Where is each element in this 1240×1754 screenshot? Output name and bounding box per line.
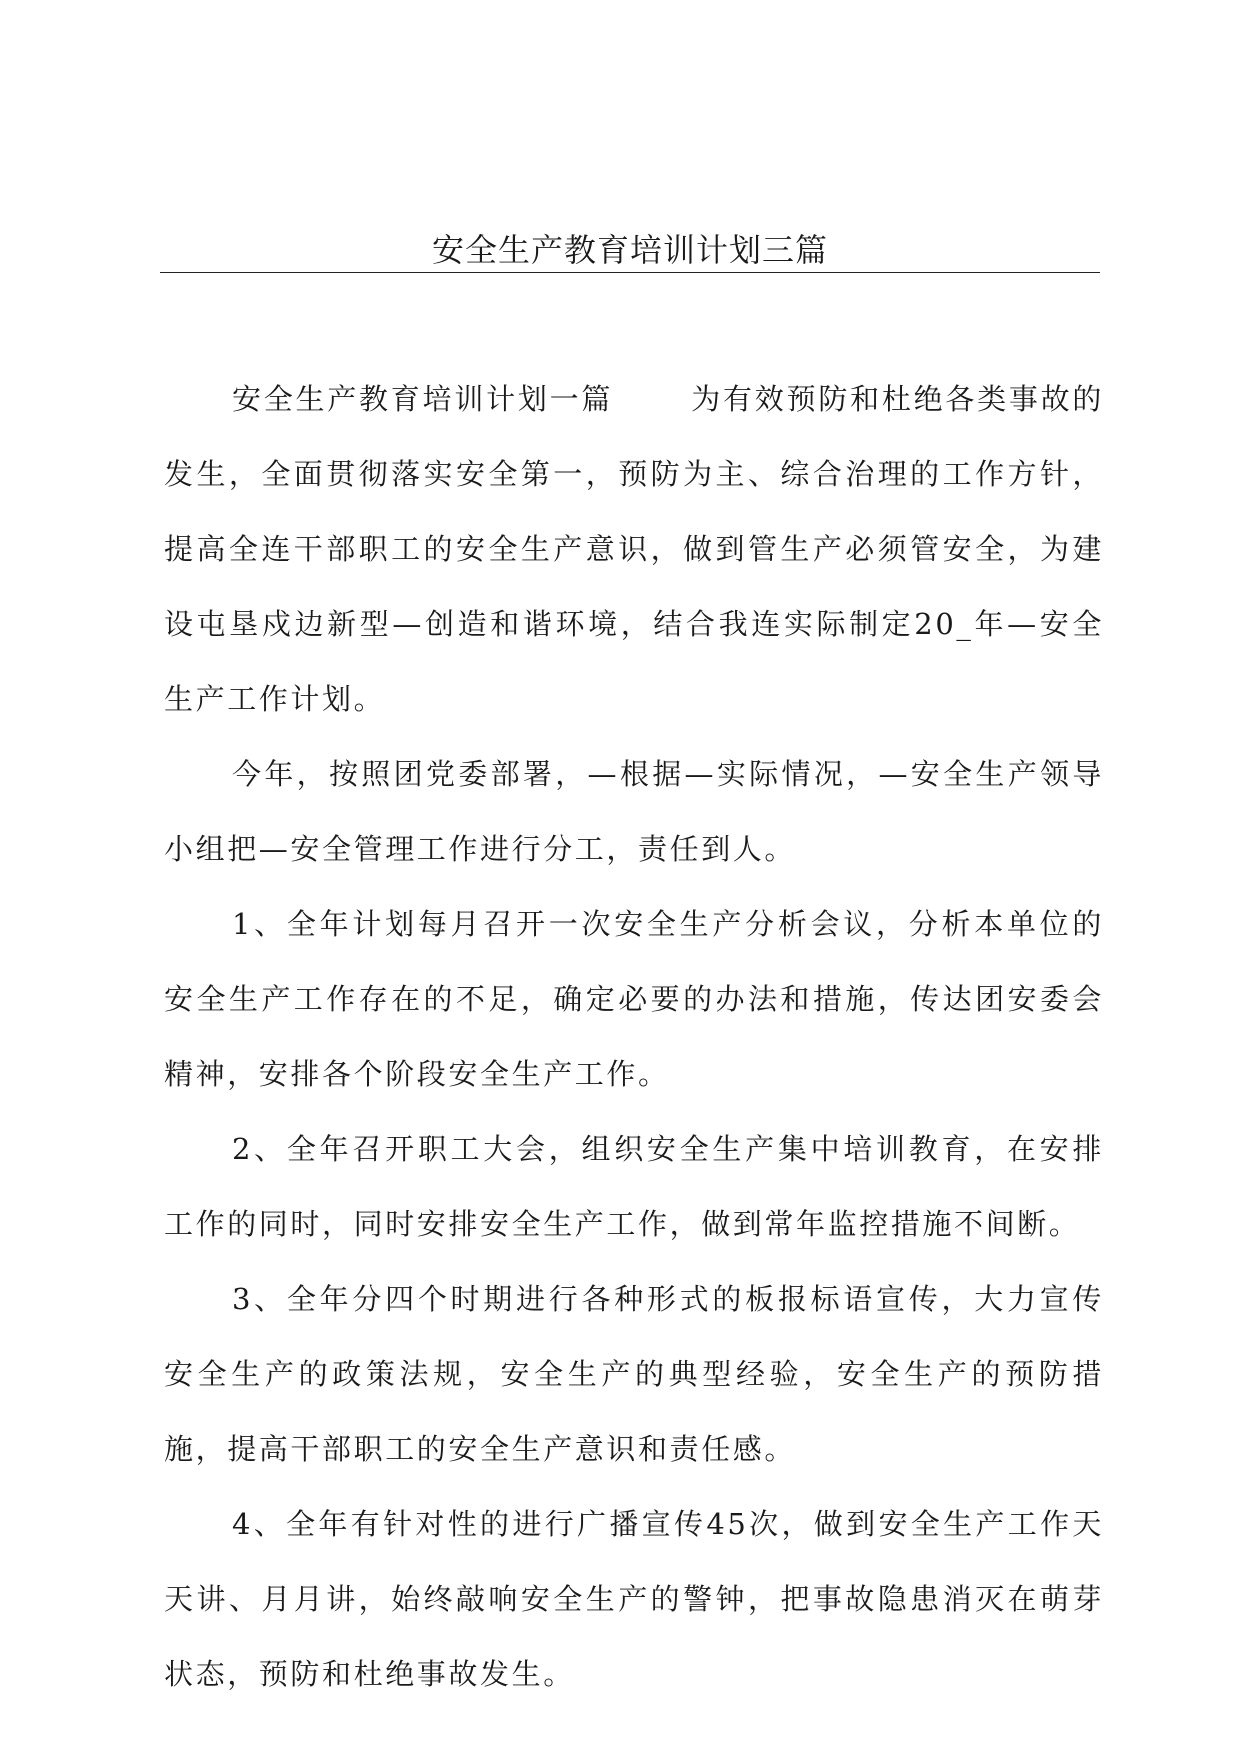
document-title: 安全生产教育培训计划三篇 [431, 231, 828, 269]
paragraph: 3、全年分四个时期进行各种形式的板报标语宣传，大力宣传安全生产的政策法规，安全生产的典型经验，安全生产的预防措施，提高干部职工的安全生产意识和责任感。 [164, 1282, 1104, 1466]
document-body [164, 362, 1104, 1712]
paragraph-text: 为有效预防和杜绝各类事故的发生，全面贯彻落实安全第一，预防为主、综合治理的工作方针，提高全连干部职工的安全生产意识，做到管生产必须管安全，为建设屯垦戍边新型—创造和谐环境，结合我连实际制定20_年—安全生产工作计划。 [164, 382, 1104, 716]
title-underline [160, 272, 1100, 273]
paragraph: 4、全年有针对性的进行广播宣传45次，做到安全生产工作天天讲、月月讲，始终敲响安全生产的警钟，把事故隐患消灭在萌芽状态，预防和杜绝事故发生。 [164, 1507, 1104, 1691]
paragraph: 1、全年计划每月召开一次安全生产分析会议，分析本单位的安全生产工作存在的不足，确定必要的办法和措施，传达团安委会精神，安排各个阶段安全生产工作。 [164, 907, 1104, 1091]
paragraph: 2、全年召开职工大会，组织安全生产集中培训教育，在安排工作的同时，同时安排安全生产工作，做到常年监控措施不间断。 [164, 1132, 1104, 1241]
section-heading: 安全生产教育培训计划一篇 [232, 382, 614, 416]
paragraph: 今年，按照团党委部署，—根据—实际情况，—安全生产领导小组把—安全管理工作进行分工，责任到人。 [164, 757, 1104, 866]
paragraph-intro [164, 362, 1104, 737]
